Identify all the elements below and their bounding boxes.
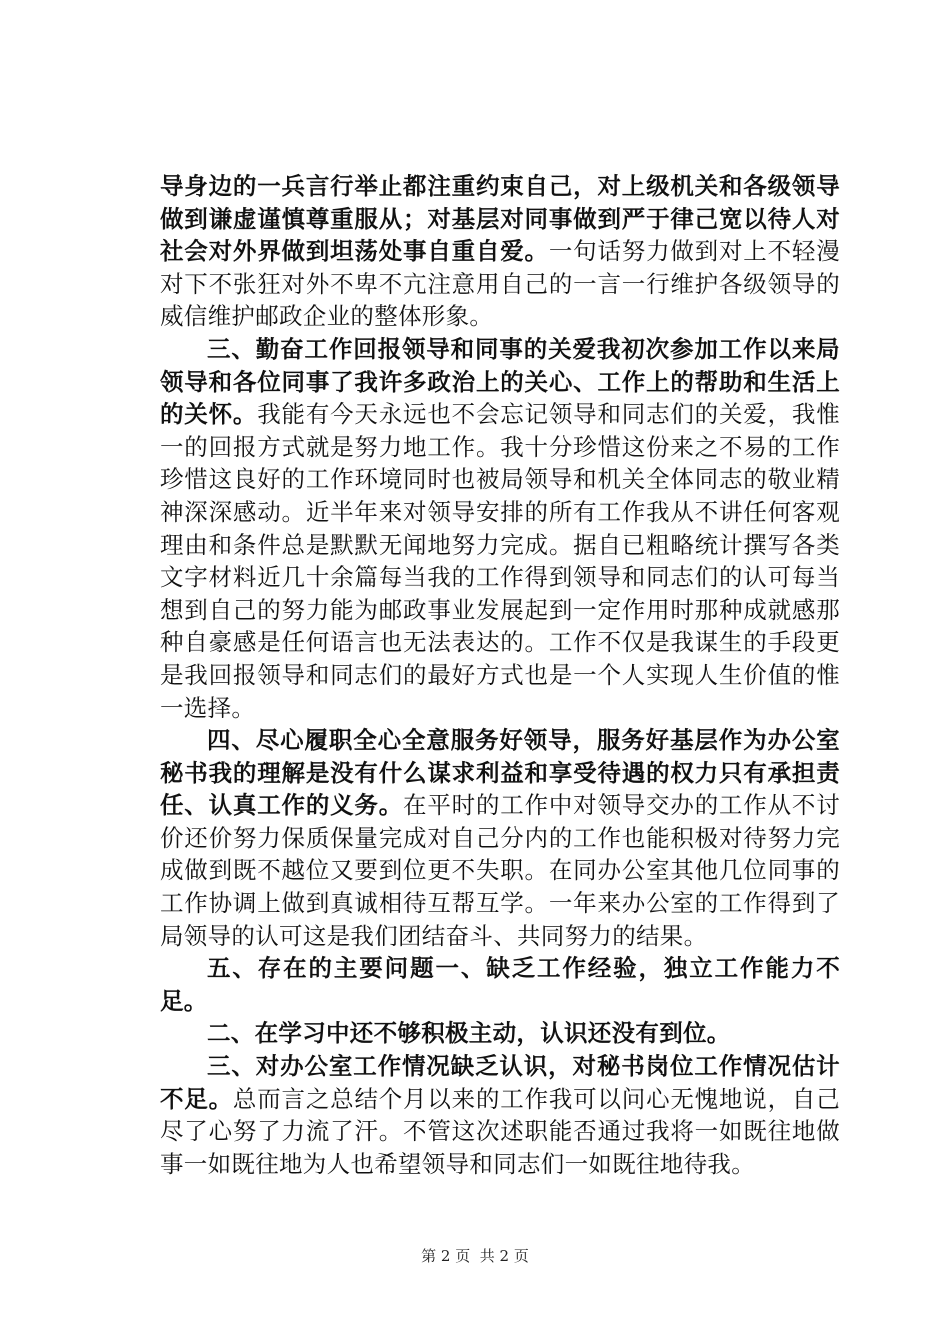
paragraph-5: [160, 1017, 840, 1050]
paragraph-lead: 三、对办公室工作情况缺乏认识，对秘书岗位工作情况估计不足。: [160, 1052, 840, 1113]
paragraph-2: [160, 333, 840, 724]
paragraph-lead: 三、勤奋工作回报领导和同事的关爱我初次参加工作以来局领导和各位同事了我许多政治上的关心、工作上的帮助和生活上的关怀。: [160, 334, 840, 429]
paragraph-6: [160, 1050, 840, 1180]
page-number-footer: 第 2 页 共 2 页: [421, 1247, 529, 1265]
paragraph-4: [160, 952, 840, 1017]
paragraph-lead: 二、在学习中还不够积极主动，认识还没有到位。: [207, 1019, 731, 1048]
paragraph-text: 总而言之总结个月以来的工作我可以问心无愧地说，自己尽了心努了力流了汗。不管这次述职能否通过我将一如既往地做事一如既往地为人也希望领导和同志们一如既往地待我。: [160, 1084, 841, 1178]
paragraph-lead: 导身边的一兵言行举止都注重约束自己，对上级机关和各级领导做到谦虚谨慎尊重服从；对基层对同事做到严于律己宽以待人对社会对外界做到坦荡处事自重自爱。: [160, 172, 840, 266]
paragraph-1: [160, 170, 840, 333]
paragraph-3: [160, 724, 840, 952]
paragraph-lead: 四、尽心履职全心全意服务好领导，服务好基层作为办公室秘书我的理解是没有什么谋求利益和享受待遇的权力只有承担责任、认真工作的义务。: [160, 726, 840, 820]
paragraph-text: 在平时的工作中对领导交办的工作从不讨价还价努力保质保量完成对自己分内的工作也能积极对待努力完成做到既不越位又要到位更不失职。在同办公室其他几位同事的工作协调上做到真诚相待互帮互学。一年来办公室的工作得到了局领导的认可这是我们团结奋斗、共同努力的结果。: [160, 791, 841, 950]
document-body: [160, 170, 840, 1180]
paragraph-text: 一句话努力做到对上不轻漫对下不张狂对外不卑不亢注意用自己的一言一行维护各级领导的威信维护邮政企业的整体形象。: [160, 237, 840, 331]
paragraph-lead: 五、存在的主要问题一、缺乏工作经验，独立工作能力不足。: [160, 954, 840, 1015]
paragraph-text: 我能有今天永远也不会忘记领导和同志们的关爱，我惟一的回报方式就是努力地工作。我十分珍惜这份来之不易的工作珍惜这良好的工作环境同时也被局领导和机关全体同志的敬业精神深深感动。近半年来对领导安排的所有工作我从不讲任何客观理由和条件总是默默无闻地努力完成。据自已粗略统计撰写各类文字材料近几十余篇每当我的工作得到领导和同志们的认可每当想到自己的努力能为邮政事业发展起到一定作用时那种成就感那种自豪感是任何语言也无法表达的。工作不仅是我谋生的手段更是我回报领导和同志们的最好方式也是一个人实现人生价值的惟一选择。: [160, 400, 840, 722]
